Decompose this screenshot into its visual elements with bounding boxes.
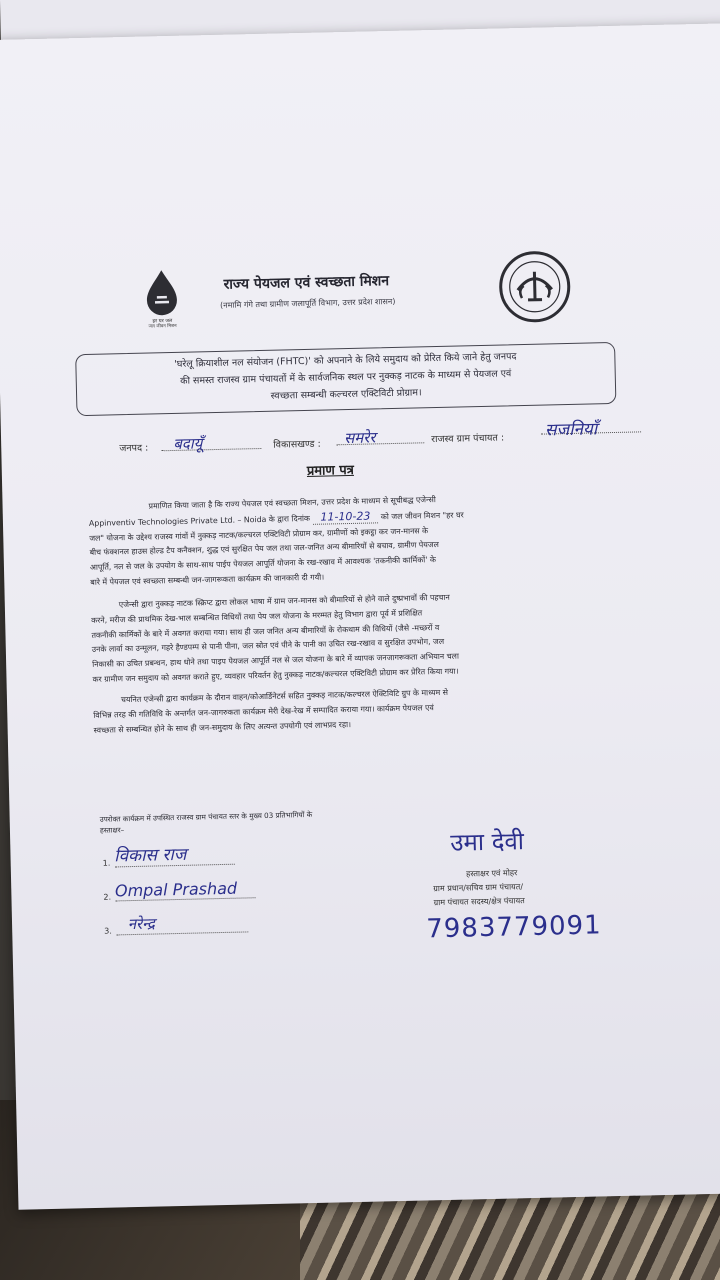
district-field [161, 432, 261, 451]
panchayat-field [541, 415, 641, 441]
participants-intro-line-1: उपरोक्त कार्यक्रम में उपस्थित राजस्व ग्राम पंचायत स्तर के मुख्य 03 प्रतिभागियों के [99, 809, 313, 824]
participants-intro-line-2: हस्ताक्षर– [99, 825, 125, 835]
participants-intro [100, 806, 420, 835]
para2-line-3: तकनीकी कार्मिकों के बारे में अवगत कराया गया। साथ ही जल जनित अन्य बीमारियों के रोकथाम की विधियों (जैसे -मच्छरों व [91, 622, 440, 640]
paragraph-2 [91, 587, 633, 688]
participant-signature-list [102, 832, 364, 936]
participant-signature-value: Ompal Prashad [115, 878, 255, 901]
pradhan-designation-line-1: ग्राम प्रधान/सचिव ग्राम पंचायत/ [433, 882, 524, 894]
para2-line-4: उनके लार्वा का उन्मूलन, गहरे हैण्डपम्प से पानी पीना, जल स्रोत एवं पीने के पानी का उचित रख-रखाव व सुरक्षित उपभोग, जल [91, 637, 445, 655]
svg-text:जल जीवन मिशन: जल जीवन मिशन [148, 323, 177, 329]
para2-line-2: करने, मरीज की प्राथमिक देख-भाल सम्बन्धित विधियों तथा पेय जल योजना के मरम्मत हेतु विभाग द्वारा पूर्व में प्रशिक्षित [91, 608, 423, 625]
para3-line-2: विभिन्न तरह की गतिविधि के अन्तर्गत जन-जागरुकता कार्यक्रम मेरी देख-रेख में सम्पादित कराया गया। कार्यक्रम पेयजल एवं [93, 702, 434, 720]
panchayat-value: सजनियाँ [544, 419, 598, 441]
para2-line-1: एजेन्सी द्वारा नुक्कड़ नाटक स्क्रिप्ट द्वारा लोकल भाषा में ग्राम जन-मानस को बीमारियों से होने वाले दुष्प्रभावों की पहचान [118, 592, 450, 610]
signature-and-seal-label: हस्ताक्षर एवं मोहर [465, 868, 518, 879]
banner-line-1: 'घरेलू क्रियाशील नल संयोजन (FHTC)' को अपनाने के लिये समुदाय को प्रेरित किये जाने हेतु जनपद [174, 351, 517, 370]
mission-text: को जल जीवन मिशन "हर घर [380, 510, 464, 522]
program-date: 11-10-23 [312, 509, 378, 524]
para1-line-1: प्रमाणित किया जाता है कि राज्य पेयजल एवं स्वच्छता मिशन, उत्तर प्रदेश के माध्यम से सूचीबद्ध एजेन्सी [148, 495, 436, 511]
para1-line-5: आपूर्ति, नल से जल के उपयोग के साथ-साथ पाईप पेयजल आपूर्ति योजना के रख-रखाव में आवश्यक 'तकनीकी कार्मिकों' के [89, 555, 436, 573]
mission-subtitle: (नमामि गंगे तथा ग्रामीण जलापूर्ति विभाग, उत्तर प्रदेश शासन) [219, 296, 396, 310]
district-value: बदायूँ [173, 434, 203, 453]
certificate-title: प्रमाण पत्र [306, 462, 355, 479]
pradhan-phone-number: 7983779091 [425, 910, 603, 945]
paragraph-3 [93, 682, 634, 739]
para1-line-3: जल" योजना के उद्देश्य राजस्व गांवों में नुक्कड़ नाटक/कल्चरल एक्टिविटी प्रोग्राम कर, ग्रामीणों को इकट्ठा कर जन-मानस के [89, 525, 429, 543]
agency-text: Appinventiv Technologies Private Ltd. – Noida के द्वारा दिनांक [88, 513, 311, 528]
district-label: जनपद : [119, 442, 149, 455]
block-value: समरेर [343, 428, 376, 448]
para1-line-6: बारे में पेयजल एवं स्वच्छता सम्बन्धी जन-जागरूकता कार्यक्रम की जानकारी दी गयी। [90, 572, 325, 587]
para2-line-6: कर ग्रामीण जन समुदाय को अवगत कराते हुए, व्यवहार परिवर्तन हेतु नुक्कड़ नाटक/कल्चरल एक्टिविटी प्रोग्राम कर प्रेरित किया गया। [92, 666, 459, 684]
banner-line-3: स्वच्छता सम्बन्धी कल्चरल एक्टिविटी प्रोग्राम। [270, 387, 422, 402]
participant-number: 3. [104, 926, 112, 936]
svg-text:हर घर जल: हर घर जल [152, 317, 173, 325]
participant-signature-3 [104, 896, 365, 936]
mission-title: राज्य पेयजल एवं स्वच्छता मिशन [223, 273, 390, 293]
participant-number: 1. [102, 858, 111, 868]
water-drop-icon [132, 268, 191, 329]
block-field [336, 426, 424, 448]
banner-line-2: की समस्त राजस्व ग्राम पंचायतों में के सार्वजनिक स्थल पर नुक्कड़ नाटक के माध्यम से पेयजल एवं [180, 368, 512, 387]
para2-line-5: निकासी का उचित प्रबन्धन, हाथ धोने तथा पाइप पेयजल आपूर्ति नल से जल योजना के बारे में व्यापक जनजागरूकता अभियान चला [92, 651, 460, 670]
pradhan-signature: उमा देवी [450, 827, 525, 857]
participant-signature-value: नरेन्द्र [116, 911, 248, 935]
jal-jeevan-mission-logo [132, 268, 191, 329]
participant-signature-value: विकास राज [114, 841, 235, 868]
para3-line-1: चयनित एजेन्सी द्वारा कार्यक्रम के दौरान वाहन/कोआर्डिनेटर्स सहित नुक्कड़ नाटक/कल्चरल ऐक्टिविटि ग्रुप के माध्यम से [120, 687, 449, 705]
para1-line-4: बीच फंक्शनल हाउस होल्ड टैप कनैक्शन, शुद्ध एवं सुरक्षित पेय जल तथा जल-जनित अन्य बीमारियों से बचाव, ग्रामीण पेयजल [89, 540, 440, 558]
program-banner [75, 342, 616, 416]
participant-number: 2. [103, 892, 112, 902]
pradhan-designation-line-2: ग्राम पंचायत सदस्य/क्षेत्र पंचायत [433, 896, 525, 908]
up-government-emblem [497, 249, 573, 325]
emblem-seal-icon [497, 249, 573, 325]
paragraph-1 [88, 489, 630, 591]
para3-line-3: स्वच्छता से सम्बन्धित होने के साथ ही जन-समुदाय के लिए अत्यन्त उपयोगी एवं लाभप्रद रहा। [93, 719, 352, 735]
certificate-sheet [0, 23, 720, 1209]
block-label: विकासखण्ड : [273, 438, 321, 451]
panchayat-label: राजस्व ग्राम पंचायत : [431, 432, 505, 446]
